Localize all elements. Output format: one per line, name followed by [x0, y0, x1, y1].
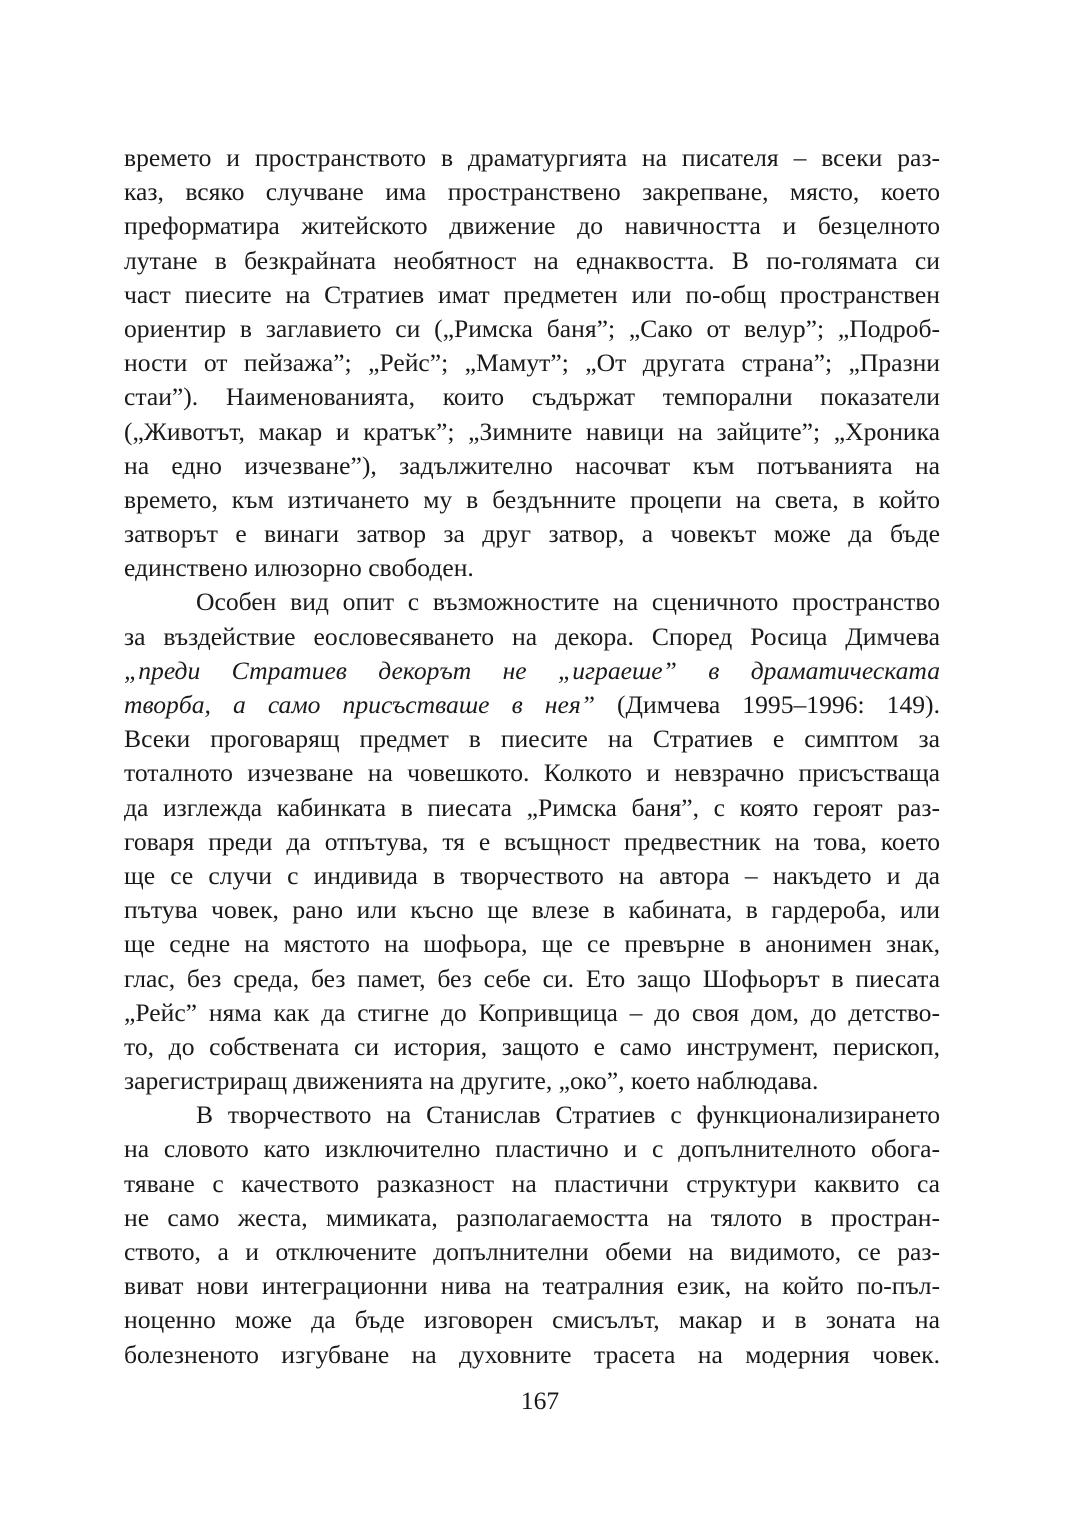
text-line: „Рейс” няма как да стигне до Копривщица – до своя дом, до детство- [124, 997, 940, 1027]
citation: (Димчева 1995–1996: 149). [594, 690, 940, 719]
text-line: зарегистриращ движенията на другите, „око”, което наблюдава. [124, 1066, 819, 1096]
text-line: Всеки проговарящ предмет в пиесите на Стратиев е симптом за [124, 724, 940, 754]
text-line: на едно изчезване”), задължително насочват към потъванията на [124, 450, 940, 480]
text-line: времето и пространството в драматургията на писателя – всеки раз- [124, 143, 940, 172]
text-line: Особен вид опит с възможностите на сценичното пространство [196, 587, 940, 617]
quote-text: творба, а само присъстваше в нея” [124, 690, 595, 719]
text-line: В творчеството на Станислав Стратиев с функционализирането [196, 1100, 940, 1130]
text-line: ности от пейзажа”; „Рейс”; „Мамут”; „От другата страна”; „Празни [124, 348, 940, 378]
text-line: единствено илюзорно свободен. [124, 553, 474, 583]
paragraph-3 [124, 1098, 940, 1372]
text-line: то, до собствената си история, защото е само инструмент, перископ, [124, 1031, 940, 1061]
text-line: да изглежда кабинката в пиесата „Римска баня”, с която героят раз- [124, 792, 940, 822]
text-line: затворът е винаги затвор за друг затвор, а човекът може да бъде [124, 519, 940, 549]
text-line: каз, всяко случване има пространствено закрепване, място, което [124, 177, 940, 207]
text-line: ориентир в заглавието си („Римска баня”; „Сако от велур”; „Подроб- [124, 313, 940, 343]
text-line: ноценно може да бъде изговорен смисълът, макар и в зоната на [124, 1305, 940, 1335]
text-line: стаи”). Наименованията, които съдържат темпорални показатели [124, 382, 940, 412]
text-line: пътува човек, рано или късно ще влезе в кабината, в гардероба, или [124, 895, 940, 925]
paragraph-1 [124, 141, 940, 585]
text-line: преформатира житейското движение до навичността и безцелното [124, 211, 940, 241]
text-line: за въздействие еословесяването на декора. Според Росица Димчева [124, 621, 940, 651]
page-body [124, 141, 940, 1372]
text-line: („Животът, макар и кратък”; „Зимните навици на зайците”; „Хроника [124, 416, 940, 446]
text-line: говаря преди да отпътува, тя е всъщност предвестник на това, което [124, 826, 940, 856]
text-line: на словото като изключително пластично и с допълнителното обога- [124, 1134, 940, 1164]
text-line: болезненото изгубване на духовните трасета на модерния човек. [124, 1339, 940, 1369]
page-number: 167 [520, 1386, 560, 1415]
text-line: част пиесите на Стратиев имат предметен или по-общ пространствен [124, 279, 940, 309]
text-line: тоталното изчезване на човешкото. Колкото и невзрачно присъстваща [124, 758, 940, 788]
text-line: времето, към изтичането му в бездънните процепи на света, в който [124, 484, 940, 514]
text-line: ще седне на мястото на шофьора, ще се превърне в анонимен знак, [124, 929, 940, 959]
text-line: лутане в безкрайната необятност на еднаквостта. В по-голямата си [124, 245, 940, 275]
paragraph-2 [124, 585, 940, 1098]
text-line: тяване с качеството разказност на пластични структури каквито са [124, 1168, 940, 1198]
quote-line: „преди Стратиев декорът не „играеше” в драматическата [124, 655, 940, 685]
quote-line-with-citation [124, 688, 940, 722]
text-line: глас, без среда, без памет, без себе си. Ето защо Шофьорът в пиесата [124, 963, 940, 993]
text-line: виват нови интеграционни нива на театралния език, на който по-пъл- [124, 1271, 940, 1301]
text-line: ството, а и отключените допълнителни обеми на видимото, се раз- [124, 1237, 940, 1266]
text-line: ще се случи с индивида в творчеството на автора – накъдето и да [124, 860, 940, 890]
text-line: не само жеста, мимиката, разполагаемостта на тялото в простран- [124, 1202, 940, 1232]
